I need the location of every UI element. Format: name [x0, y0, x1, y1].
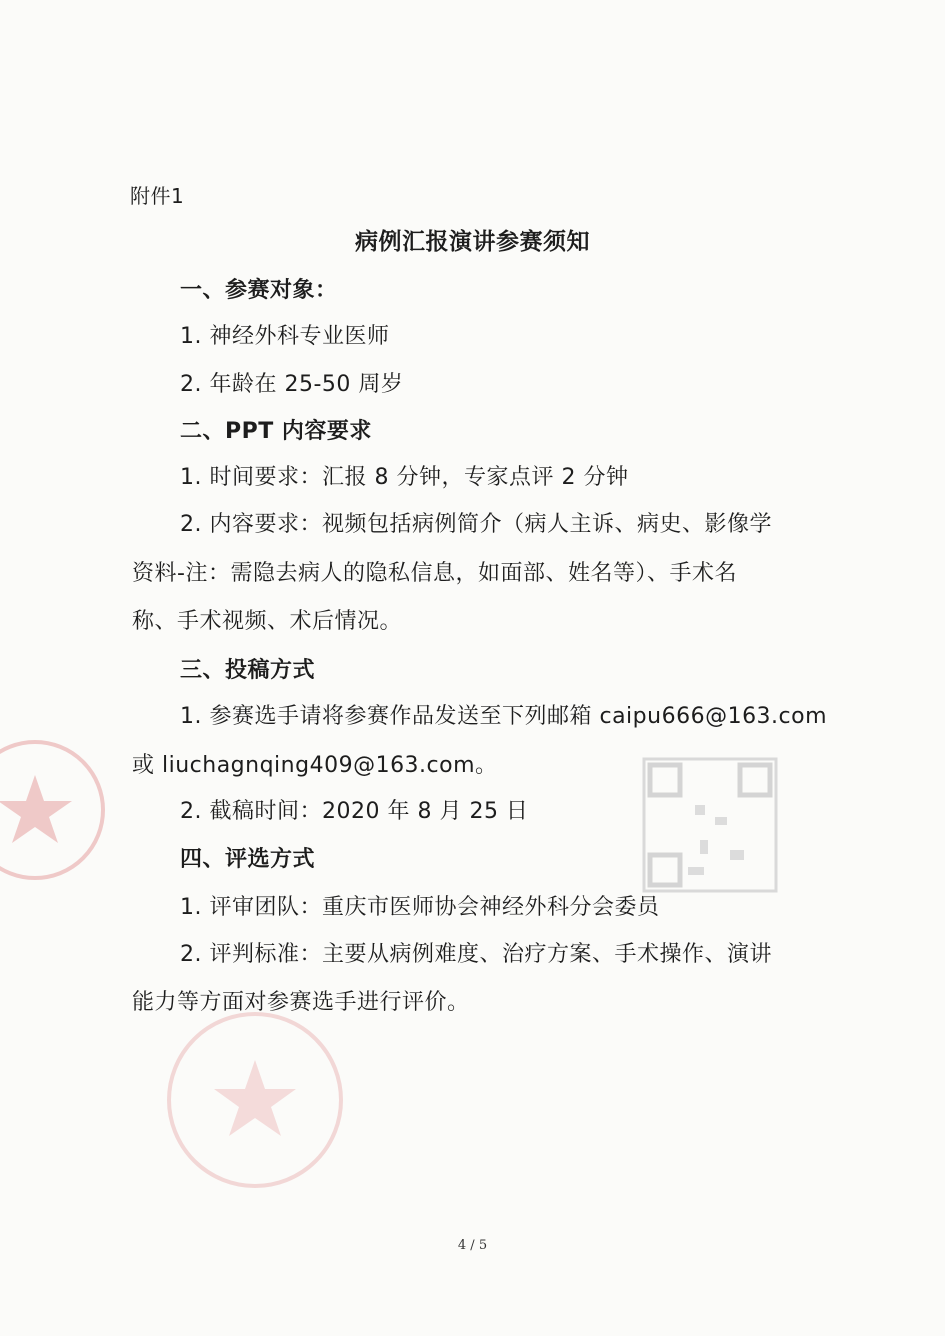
section-2-line-3: 资料-注：需隐去病人的隐私信息，如面部、姓名等）、手术名 [132, 561, 737, 586]
page-number: 4 / 5 [457, 1238, 488, 1253]
attachment-label: 附件1 [130, 184, 185, 208]
section-3-line-2: 或 liuchagnqing409@163.com。 [132, 753, 498, 778]
section-2-line-4: 称、手术视频、术后情况。 [132, 609, 403, 634]
section-2-line-2: 2. 内容要求：视频包括病例简介（病人主诉、病史、影像学 [180, 512, 772, 537]
section-1-line-2: 2. 年龄在 25-50 周岁 [180, 372, 404, 397]
document-title: 病例汇报演讲参赛须知 [355, 229, 590, 255]
seal-stamp-lower [160, 1005, 350, 1195]
section-4-line-3: 能力等方面对参赛选手进行评价。 [132, 990, 470, 1015]
section-1-heading: 一、参赛对象： [180, 278, 338, 303]
section-3-line-3: 2. 截稿时间：2020 年 8 月 25 日 [180, 799, 529, 824]
section-2-line-1: 1. 时间要求：汇报 8 分钟，专家点评 2 分钟 [180, 465, 629, 490]
section-3-heading: 三、投稿方式 [180, 658, 316, 683]
section-3-line-1: 1. 参赛选手请将参赛作品发送至下列邮箱 caipu666@163.com [180, 704, 828, 729]
section-2-heading: 二、PPT 内容要求 [180, 419, 372, 444]
section-4-line-1: 1. 评审团队：重庆市医师协会神经外科分会委员 [180, 895, 660, 920]
section-4-heading: 四、评选方式 [180, 847, 316, 872]
section-4-line-2: 2. 评判标准：主要从病例难度、治疗方案、手术操作、演讲 [180, 942, 772, 967]
qr-code-bleedthrough [640, 755, 780, 895]
section-1-line-1: 1. 神经外科专业医师 [180, 324, 390, 349]
seal-stamp-left [0, 735, 110, 885]
